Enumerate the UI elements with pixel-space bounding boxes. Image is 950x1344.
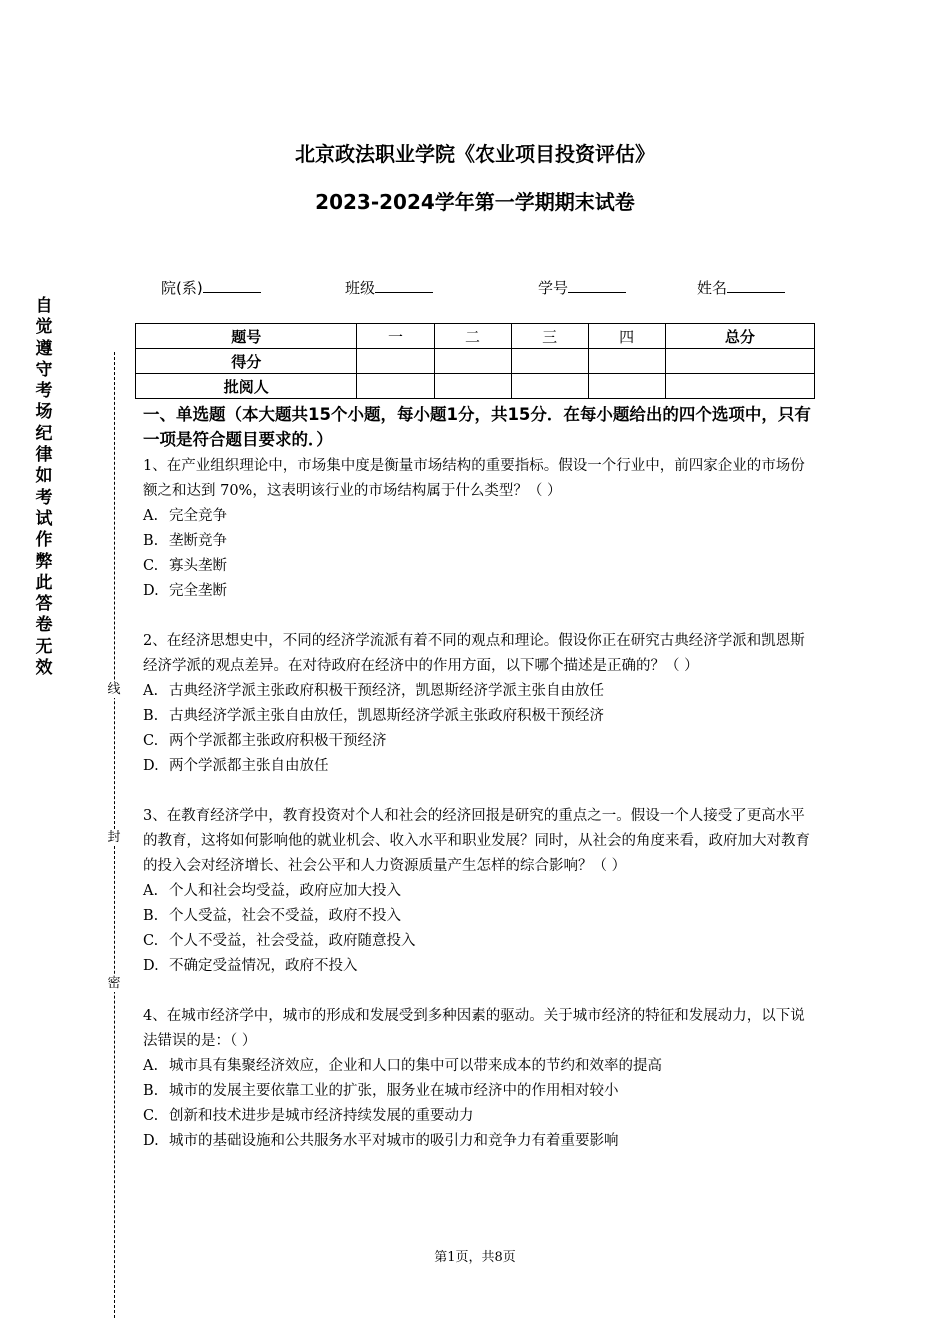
exam-content — [143, 402, 811, 1179]
option-text: 个人不受益，社会受益，政府随意投入 — [169, 933, 416, 949]
option-letter: D. — [143, 958, 159, 974]
side-notice-char: 无 — [35, 636, 53, 657]
side-notice-char: 弊 — [35, 551, 53, 572]
side-notice-char: 如 — [35, 466, 53, 487]
side-notice-char: 效 — [35, 658, 53, 679]
option-a[interactable] — [143, 679, 811, 704]
fill-blank[interactable] — [203, 278, 261, 293]
info-field-class — [345, 277, 433, 298]
option-text: 两个学派都主张政府积极干预经济 — [169, 733, 387, 749]
option-text: 古典经济学派主张自由放任，凯恩斯经济学派主张政府积极干预经济 — [169, 708, 604, 724]
option-text: 个人受益，社会不受益，政府不投入 — [169, 908, 401, 924]
option-d[interactable] — [143, 754, 811, 779]
side-notice-char: 作 — [35, 530, 53, 551]
option-letter: B. — [143, 908, 159, 924]
option-text: 城市的基础设施和公共服务水平对城市的吸引力和竞争力有着重要影响 — [169, 1133, 619, 1149]
side-notice-char: 觉 — [35, 317, 53, 338]
score-cell[interactable] — [511, 349, 588, 374]
question-text: 2、在经济思想史中，不同的经济学流派有着不同的观点和理论。假设你正在研究古典经济学派和凯恩斯经济学派的观点差异。在对待政府在经济中的作用方面，以下哪个描述是正确的？（ ） — [143, 633, 805, 674]
option-c[interactable] — [143, 929, 811, 954]
column-header: 三 — [511, 324, 588, 349]
option-text: 寡头垄断 — [169, 558, 227, 574]
row-header: 批阅人 — [136, 374, 357, 399]
option-b[interactable] — [143, 529, 811, 554]
option-d[interactable] — [143, 579, 811, 604]
score-table-row — [136, 374, 815, 399]
seal-mark-secret: 密 — [107, 976, 121, 991]
seal-mark-line: 线 — [107, 682, 121, 697]
score-cell[interactable] — [588, 349, 665, 374]
info-label: 学号 — [538, 279, 569, 297]
grader-cell[interactable] — [665, 374, 814, 399]
info-label: 班级 — [345, 279, 376, 297]
side-notice-char: 考 — [35, 381, 53, 402]
option-letter: D. — [143, 758, 159, 774]
column-header: 四 — [588, 324, 665, 349]
info-label: 院(系) — [161, 279, 203, 297]
option-b[interactable] — [143, 1079, 811, 1104]
option-text: 个人和社会均受益，政府应加大投入 — [169, 883, 401, 899]
grader-cell[interactable] — [357, 374, 434, 399]
row-header: 得分 — [136, 349, 357, 374]
option-text: 完全竞争 — [169, 508, 227, 524]
side-notice-char: 试 — [35, 508, 53, 529]
info-label: 姓名 — [697, 279, 728, 297]
question-2 — [143, 629, 811, 779]
option-letter: B. — [143, 708, 159, 724]
fill-blank[interactable] — [727, 278, 785, 293]
side-notice-char: 律 — [35, 445, 53, 466]
score-cell[interactable] — [357, 349, 434, 374]
option-letter: B. — [143, 1083, 159, 1099]
side-notice-char: 考 — [35, 487, 53, 508]
side-notice-char: 守 — [35, 359, 53, 380]
question-3 — [143, 804, 811, 979]
option-letter: B. — [143, 533, 159, 549]
option-text: 城市具有集聚经济效应，企业和人口的集中可以带来成本的节约和效率的提高 — [169, 1058, 662, 1074]
side-notice-char: 答 — [35, 594, 53, 615]
option-a[interactable] — [143, 879, 811, 904]
option-text: 垄断竞争 — [169, 533, 227, 549]
question-1 — [143, 454, 811, 604]
question-text: 4、在城市经济学中，城市的形成和发展受到多种因素的驱动。关于城市经济的特征和发展动力，以下说法错误的是：（ ） — [143, 1008, 805, 1049]
info-field-student-id — [538, 277, 626, 298]
option-text: 完全垄断 — [169, 583, 227, 599]
column-header: 总分 — [665, 324, 814, 349]
score-table-header-row — [136, 324, 815, 349]
question-4 — [143, 1004, 811, 1154]
option-text: 古典经济学派主张政府积极干预经济，凯恩斯经济学派主张自由放任 — [169, 683, 604, 699]
score-cell[interactable] — [665, 349, 814, 374]
option-letter: C. — [143, 558, 159, 574]
option-letter: D. — [143, 1133, 159, 1149]
option-letter: C. — [143, 933, 159, 949]
section-heading: 一、单选题（本大题共15个小题，每小题1分，共15分．在每小题给出的四个选项中，只有一项是符合题目要求的．） — [143, 405, 811, 449]
fill-blank[interactable] — [568, 278, 626, 293]
option-letter: A. — [143, 683, 159, 699]
question-text: 1、在产业组织理论中，市场集中度是衡量市场结构的重要指标。假设一个行业中，前四家企业的市场份额之和达到 70%，这表明该行业的市场结构属于什么类型？（ ） — [143, 458, 805, 499]
option-text: 两个学派都主张自由放任 — [169, 758, 329, 774]
seal-mark-seal: 封 — [107, 830, 121, 845]
grader-cell[interactable] — [511, 374, 588, 399]
info-field-name — [697, 277, 785, 298]
grader-cell[interactable] — [434, 374, 511, 399]
side-notice-char: 纪 — [35, 423, 53, 444]
option-letter: D. — [143, 583, 159, 599]
option-c[interactable] — [143, 729, 811, 754]
side-notice — [33, 296, 55, 679]
option-c[interactable] — [143, 1104, 811, 1129]
grader-cell[interactable] — [588, 374, 665, 399]
exam-title-line2: 2023-2024学年第一学期期末试卷 — [315, 190, 635, 214]
column-header: 一 — [357, 324, 434, 349]
column-header: 题号 — [136, 324, 357, 349]
option-letter: A. — [143, 883, 159, 899]
option-a[interactable] — [143, 504, 811, 529]
page-footer: 第1页，共8页 — [434, 1250, 516, 1265]
score-table — [135, 323, 815, 399]
fill-blank[interactable] — [375, 278, 433, 293]
info-field-department — [161, 277, 261, 298]
option-a[interactable] — [143, 1054, 811, 1079]
option-text: 不确定受益情况，政府不投入 — [169, 958, 358, 974]
option-b[interactable] — [143, 904, 811, 929]
option-letter: A. — [143, 1058, 159, 1074]
option-letter: C. — [143, 1108, 159, 1124]
option-text: 城市的发展主要依靠工业的扩张，服务业在城市经济中的作用相对较小 — [169, 1083, 619, 1099]
side-notice-char: 遵 — [35, 338, 53, 359]
option-c[interactable] — [143, 554, 811, 579]
option-text: 创新和技术进步是城市经济持续发展的重要动力 — [169, 1108, 474, 1124]
side-notice-char: 卷 — [35, 615, 53, 636]
score-cell[interactable] — [434, 349, 511, 374]
side-notice-char: 场 — [35, 402, 53, 423]
option-d[interactable] — [143, 1129, 811, 1154]
score-table-row — [136, 349, 815, 374]
exam-title-line1: 北京政法职业学院《农业项目投资评估》 — [295, 142, 655, 166]
option-b[interactable] — [143, 704, 811, 729]
option-d[interactable] — [143, 954, 811, 979]
column-header: 二 — [434, 324, 511, 349]
option-letter: C. — [143, 733, 159, 749]
side-notice-char: 自 — [35, 296, 53, 316]
question-text: 3、在教育经济学中，教育投资对个人和社会的经济回报是研究的重点之一。假设一个人接受了更高水平的教育，这将如何影响他的就业机会、收入水平和职业发展？同时，从社会的角度来看，政府加大对教育的投入会对经济增长、社会公平和人力资源质量产生怎样的综合影响？（ ） — [143, 808, 810, 874]
side-notice-char: 此 — [35, 572, 53, 593]
option-letter: A. — [143, 508, 159, 524]
